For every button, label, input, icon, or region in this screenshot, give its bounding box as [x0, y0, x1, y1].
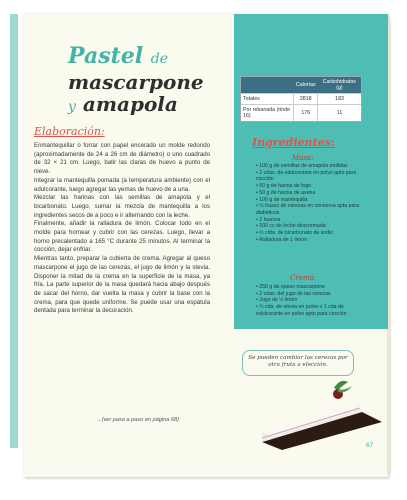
crema-heading: Crema:	[290, 274, 317, 282]
cake-slice-image	[242, 372, 388, 452]
title-word-y: y	[68, 99, 76, 115]
list-item: • 2 cdas. del jugo de las cerezas	[256, 290, 331, 297]
page-number: 67	[366, 442, 374, 449]
nutrition-header-carbs: Carbohidratos (g)	[318, 77, 361, 94]
list-item: • 50 g de harina de avena	[256, 189, 316, 196]
list-item: • 100 cc de leche descremada	[256, 223, 326, 230]
list-item: • ½ cdta. de bicarbonato de sodio	[256, 230, 334, 237]
title-word-amapola: amapola	[82, 92, 178, 116]
elaboration-heading: Elaboración:	[34, 125, 105, 138]
nutrition-header-calories: Calorías	[294, 77, 318, 94]
nutrition-row-calories: 2818	[294, 94, 318, 105]
elaboration-paragraph: Enmantequillar o forrar con papel encerado un molde redondo (aproximadamente de 24 a 26 cm de diámetro) o uno cuadrado de 32 × 21 cm. Luego, batir las claras de huevo a punto de nieve.	[34, 142, 210, 176]
list-item: • 2 cdas. de edulcorante en polvo apto para cocción	[256, 169, 357, 183]
nutrition-row-label: Totales	[241, 94, 294, 105]
list-item: • Ralladura de 1 limón	[256, 236, 307, 243]
list-item: • 250 g de queso mascarpone	[256, 284, 326, 290]
title-word-pastel: Pastel	[68, 43, 144, 69]
ingredients-heading: Ingredientes:	[252, 136, 335, 149]
page-left-stripe	[10, 14, 18, 448]
nutrition-row-calories: 176	[294, 105, 318, 122]
recipe-title	[68, 44, 218, 118]
elaboration-paragraph: Mientras tanto, preparar la cubierta de crema. Agregar al queso mascarpone el jugo de las cerezas, el jugo de limón y la stevia. Disponer la mitad de la crema en la superficie de la masa, ya fría. La parte superior de la masa quedará hacia abajo después de sacar del horno, dar vuelta la masa y cubrir la base con la crema, para que quede uniforme. Se puede usar una espátula dentada para terminar la decoración.	[34, 255, 210, 315]
table-row	[241, 94, 361, 105]
nutrition-header-empty	[241, 77, 294, 94]
nutrition-row-carbs: 183	[318, 94, 361, 105]
list-item: • 100 g de semillas de amapola molidas	[256, 163, 348, 169]
nutrition-table	[240, 76, 362, 122]
title-word-de: de	[150, 51, 169, 67]
elaboration-paragraph: Finalmente, añadir la ralladura de limón. Colocar todo en el molde para hornear y cubrir con las cerezas. Luego, llevar a horno precalentado a 165 °C durante 25 minutos. Al terminar la cocción, dejar enfriar.	[34, 220, 210, 254]
crema-ingredient-list	[256, 284, 368, 318]
masa-heading: Masa:	[292, 154, 314, 162]
list-item: • ¼ cda. de stevia en polvo o 1 cda de edulcorante en polvo apto para cocción	[256, 304, 347, 317]
nutrition-row-label: Por rebanada (rinde 16)	[241, 105, 294, 122]
masa-ingredient-list	[256, 163, 368, 243]
title-word-mascarpone: mascarpone	[68, 70, 204, 94]
tip-callout: Se pueden cambiar las cerezas por otra fruta a elección.	[242, 350, 354, 376]
elaboration-text	[34, 142, 210, 316]
list-item: • ½ frasco de cerezas en conserva apta para diabéticos	[256, 203, 360, 216]
elaboration-paragraph: Mezclar las harinas con las semillas de amapola y el bicarbonato. Luego, sumar la mezcla de mantequilla a los ingredientes secos de a poco e ir alternando con la leche.	[34, 194, 210, 219]
elaboration-paragraph: Integrar la mantequilla pomada (a temperatura ambiente) con el edulcorante, luego agregar las yemas de huevo de a una.	[34, 176, 210, 193]
table-row	[241, 105, 361, 122]
list-item: • 2 huevos	[256, 216, 281, 223]
list-item: • 50 g de harina de trigo	[256, 183, 312, 190]
nutrition-row-carbs: 11	[318, 105, 361, 122]
elaboration-footnote: →(ver paso a paso en página 68)	[96, 417, 180, 423]
list-item: • 100 g de mantequilla	[256, 196, 308, 203]
list-item: • Jugo de ½ limón	[256, 297, 298, 304]
